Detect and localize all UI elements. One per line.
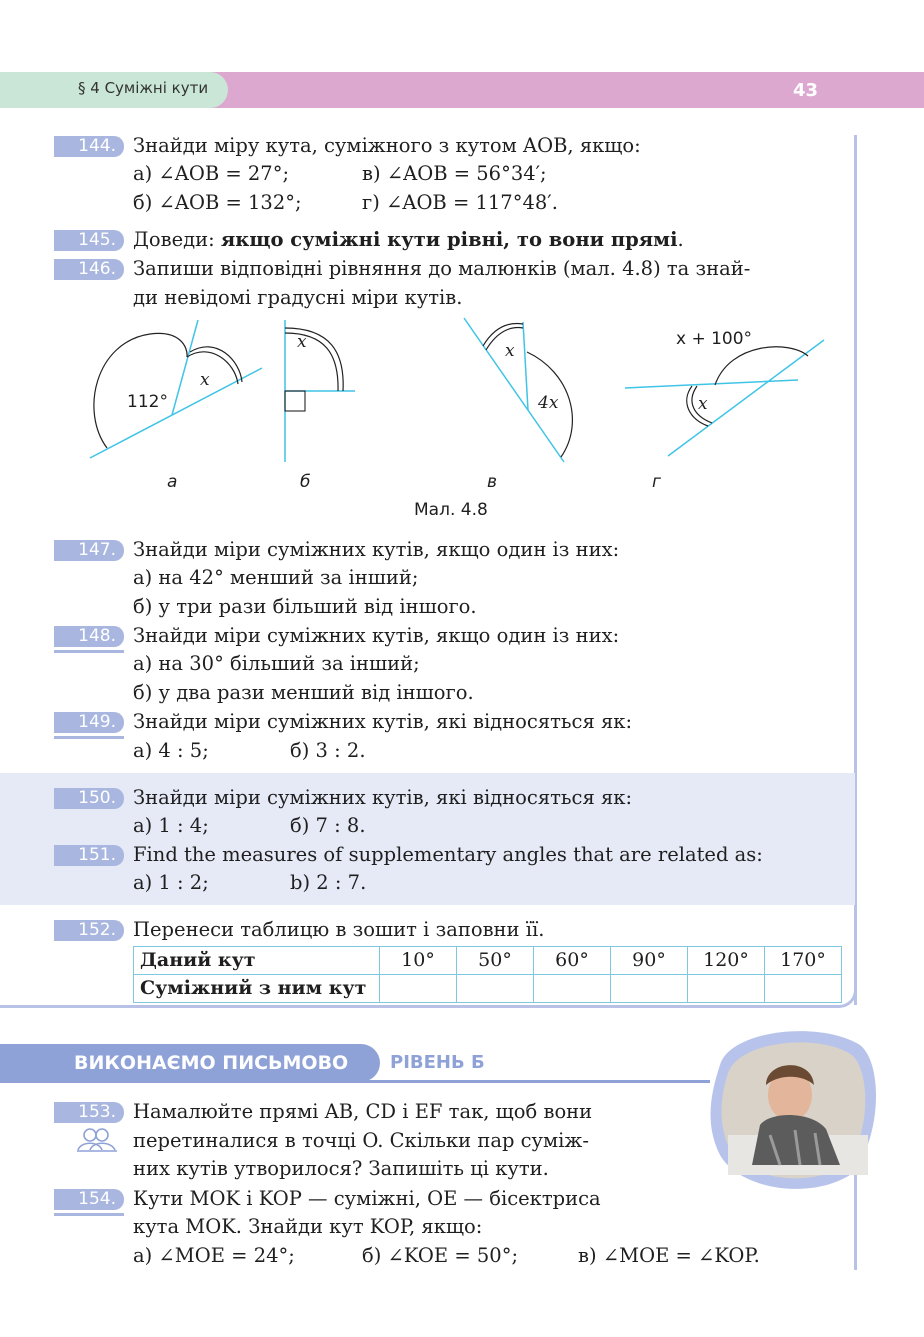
table-cell: [765, 975, 842, 1003]
pair-work-icon: [75, 1126, 119, 1154]
figure-label: г: [652, 472, 661, 492]
task-number: 153.: [54, 1102, 124, 1123]
table-cell: 120°: [688, 947, 765, 975]
task-text: Перенеси таблицю в зошит і заповни її.: [133, 918, 545, 941]
page-number: 43: [793, 80, 819, 101]
table-cell: 60°: [534, 947, 611, 975]
task-underline: [54, 736, 124, 739]
figure-a: [90, 320, 262, 458]
task-underline: [54, 650, 124, 653]
task-option: а) 1 : 2;: [133, 871, 209, 894]
task-option: б) ∠KOE = 50°;: [362, 1244, 519, 1267]
task-text: Кути MOK і KOP — суміжні, OE — бісектриса: [133, 1187, 601, 1210]
task-option: в) ∠MOE = ∠KOP.: [578, 1244, 760, 1267]
student-writing-photo: [700, 1025, 880, 1190]
table-cell: 90°: [611, 947, 688, 975]
task-option: а) 1 : 4;: [133, 814, 209, 837]
task-number: 144.: [54, 136, 124, 157]
table-cell: [380, 975, 457, 1003]
table-cell: [534, 975, 611, 1003]
task-option: а) ∠MOE = 24°;: [133, 1244, 295, 1267]
table-row: [134, 975, 842, 1003]
task-text: них кутів утворилося? Запишіть ці кути.: [133, 1157, 549, 1180]
figure-g: [625, 340, 824, 456]
task-text: Знайди міри суміжних кутів, які відносяться як:: [133, 710, 633, 733]
angle-label: x: [200, 370, 210, 390]
task-option: б) ∠AOB = 132°;: [133, 191, 302, 214]
table-cell: 50°: [457, 947, 534, 975]
figure-caption: Мал. 4.8: [414, 500, 488, 520]
task-text: Find the measures of supplementary angles that are related as:: [133, 843, 763, 866]
task-number: 150.: [54, 788, 124, 809]
figure-label: б: [300, 472, 311, 492]
task-option: в) ∠AOB = 56°34′;: [362, 162, 547, 185]
task-number: 149.: [54, 712, 124, 733]
task-option: а) ∠AOB = 27°;: [133, 162, 290, 185]
task-option: а) 4 : 5;: [133, 739, 209, 762]
table-row: [134, 947, 842, 975]
table-cell: 170°: [765, 947, 842, 975]
angles-table: [133, 946, 842, 1003]
table-header-cell: Суміжний з ним кут: [134, 975, 380, 1003]
task-number: 154.: [54, 1189, 124, 1210]
table-cell: [611, 975, 688, 1003]
task-option: б) 3 : 2.: [290, 739, 366, 762]
task-number: 146.: [54, 259, 124, 280]
angle-label: 4x: [538, 393, 559, 413]
figure-label: в: [487, 472, 498, 492]
task-bold: якщо суміжні кути рівні, то вони прямі: [220, 228, 678, 251]
task-text: Запиши відповідні рівняння до малюнків (мал. 4.8) та знай-: [133, 257, 751, 280]
section-level: РІВЕНЬ Б: [390, 1052, 485, 1073]
angle-label: x + 100°: [676, 329, 753, 349]
task-number: 148.: [54, 626, 124, 647]
task-prefix: Доведи:: [133, 228, 221, 251]
task-underline: [54, 1213, 124, 1216]
task-number: 151.: [54, 845, 124, 866]
figure-b: [285, 320, 355, 462]
task-text: кута MOK. Знайди кут KOP, якщо:: [133, 1215, 483, 1238]
figure-label: а: [167, 472, 178, 492]
angle-label: x: [698, 394, 708, 414]
task-text: Намалюйте прямі AB, CD і EF так, щоб вони: [133, 1100, 593, 1123]
task-option: а) на 42° менший за інший;: [133, 566, 419, 589]
task-option: б) у два рази менший від іншого.: [133, 681, 474, 704]
task-text: Знайди міри суміжних кутів, якщо один із них:: [133, 624, 620, 647]
task-option: b) 2 : 7.: [290, 871, 367, 894]
task-text: [133, 226, 684, 254]
task-text: Знайди міри суміжних кутів, які відносяться як:: [133, 786, 633, 809]
section-title: ВИКОНАЄМО ПИСЬМОВО: [74, 1052, 349, 1074]
angle-label: x: [297, 332, 307, 352]
table-cell: [688, 975, 765, 1003]
task-text: Знайди міру кута, суміжного з кутом AOB, якщо:: [133, 134, 641, 157]
section-title: § 4 Суміжні кути: [78, 79, 209, 97]
task-option: б) у три рази більший від іншого.: [133, 595, 477, 618]
task-option: г) ∠AOB = 117°48′.: [362, 191, 558, 214]
angle-label: 112°: [127, 392, 168, 412]
task-text: перетиналися в точці O. Скільки пар суміж-: [133, 1129, 589, 1152]
task-text: Знайди міри суміжних кутів, якщо один із них:: [133, 538, 620, 561]
task-number: 147.: [54, 540, 124, 561]
task-option: б) 7 : 8.: [290, 814, 366, 837]
task-number: 145.: [54, 230, 124, 251]
table-header-cell: Даний кут: [134, 947, 380, 975]
figure-v: [464, 318, 572, 462]
task-option: а) на 30° більший за інший;: [133, 652, 420, 675]
task-number: 152.: [54, 920, 124, 941]
task-suffix: .: [677, 228, 684, 251]
table-cell: [457, 975, 534, 1003]
task-text: ди невідомі градусні міри кутів.: [133, 286, 463, 309]
table-cell: 10°: [380, 947, 457, 975]
angle-label: x: [505, 341, 515, 361]
